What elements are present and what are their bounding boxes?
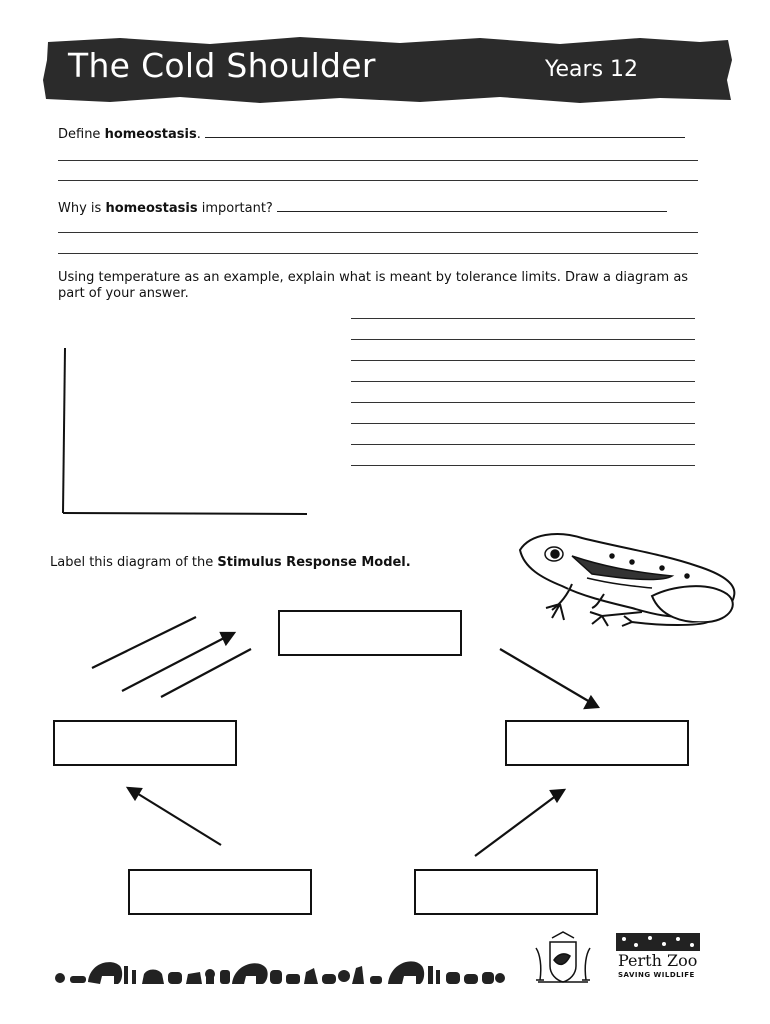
question-why-homeostasis [58, 199, 667, 217]
q1-prefix: Define [58, 127, 105, 142]
answer-line[interactable] [277, 199, 667, 212]
wa-government-crest-icon [530, 930, 596, 986]
answer-line[interactable] [351, 465, 695, 466]
perth-zoo-logo [616, 933, 700, 985]
q4-prefix: Label this diagram of the [50, 555, 218, 570]
answer-line[interactable] [351, 339, 695, 340]
q2-prefix: Why is [58, 201, 106, 216]
q4-term: Stimulus Response Model. [217, 555, 411, 570]
sr-box-right[interactable] [505, 720, 689, 766]
sr-box-left[interactable] [53, 720, 237, 766]
blank-axes [63, 348, 307, 514]
question-label-diagram [50, 555, 411, 570]
q1-suffix: . [196, 127, 201, 142]
answer-line[interactable] [351, 444, 695, 445]
q2-term: homeostasis [105, 201, 198, 216]
answer-line[interactable] [351, 360, 695, 361]
q2-suffix: important? [197, 201, 273, 216]
zoo-name: Perth Zoo [618, 951, 698, 970]
question-define-homeostasis [58, 125, 685, 143]
year-level: Years 12 [545, 57, 639, 82]
zoo-pattern-icon [616, 933, 700, 953]
answer-line[interactable] [58, 253, 698, 254]
answer-line[interactable] [58, 180, 698, 181]
answer-line[interactable] [58, 160, 698, 161]
answer-line[interactable] [351, 318, 695, 319]
page-title: The Cold Shoulder [68, 46, 376, 85]
sr-box-top[interactable] [278, 610, 462, 656]
answer-line[interactable] [351, 423, 695, 424]
answer-line[interactable] [58, 232, 698, 233]
question-tolerance-limits: Using temperature as an example, explain what is meant by tolerance limits. Draw a diagram as part of your answer. [58, 270, 689, 301]
answer-line[interactable] [205, 125, 685, 138]
frog-illustration-icon [512, 526, 744, 630]
answer-line[interactable] [351, 381, 695, 382]
zoo-tagline: SAVING WILDLIFE [618, 971, 695, 979]
q1-term: homeostasis [104, 127, 197, 142]
header-banner [0, 0, 770, 110]
sr-box-bottom-left[interactable] [128, 869, 312, 915]
answer-line[interactable] [351, 402, 695, 403]
sr-box-bottom-right[interactable] [414, 869, 598, 915]
animal-silhouettes-icon [52, 952, 507, 986]
